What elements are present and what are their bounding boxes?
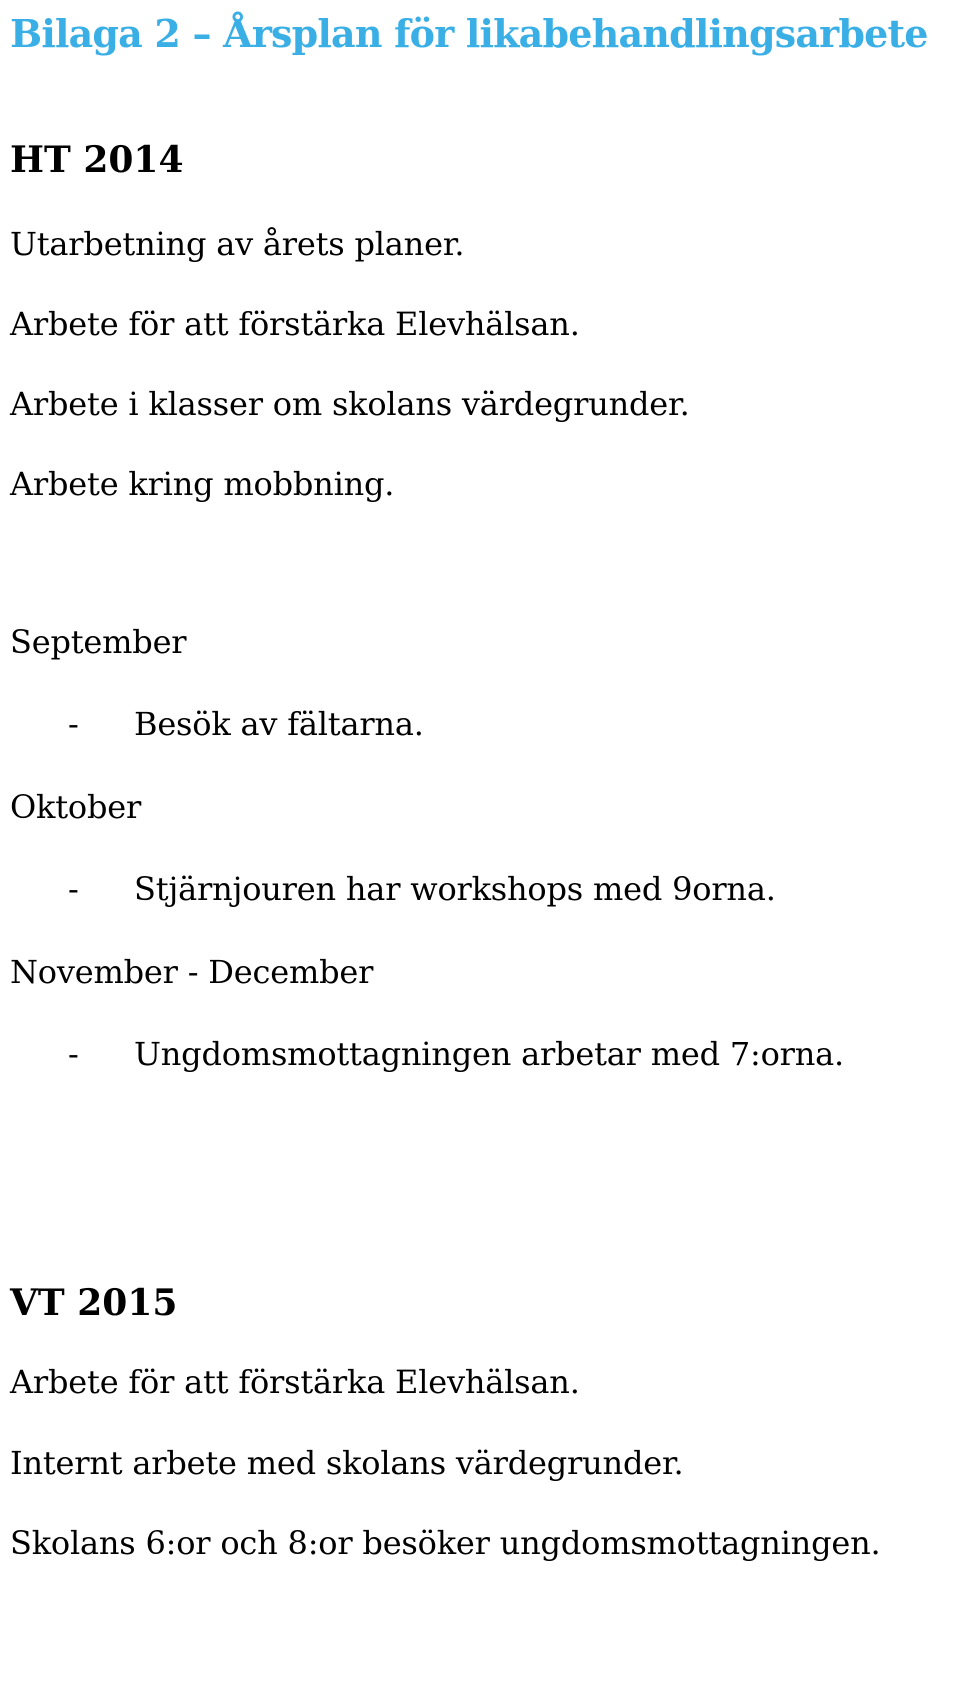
- month-item-september: Besök av fältarna.: [134, 705, 424, 743]
- month-item-november-december: Ungdomsmottagningen arbetar med 7:orna.: [134, 1035, 845, 1073]
- month-label-november-december: November - December: [10, 953, 374, 991]
- section-heading-ht: HT 2014: [10, 139, 184, 181]
- ht-line: Utarbetning av årets planer.: [10, 225, 465, 263]
- ht-line: Arbete för att förstärka Elevhälsan.: [10, 305, 580, 343]
- ht-line: Arbete i klasser om skolans värdegrunder.: [10, 385, 690, 423]
- list-dash: -: [68, 705, 79, 743]
- section-heading-vt: VT 2015: [10, 1282, 178, 1324]
- vt-line: Arbete för att förstärka Elevhälsan.: [10, 1363, 580, 1401]
- list-dash: -: [68, 870, 79, 908]
- month-label-oktober: Oktober: [10, 788, 142, 826]
- ht-line: Arbete kring mobbning.: [10, 465, 395, 503]
- document-title: Bilaga 2 – Årsplan för likabehandlingsarbete: [10, 11, 928, 56]
- vt-line: Internt arbete med skolans värdegrunder.: [10, 1444, 684, 1482]
- vt-line: Skolans 6:or och 8:or besöker ungdomsmottagningen.: [10, 1524, 881, 1562]
- list-dash: -: [68, 1035, 79, 1073]
- month-label-september: September: [10, 623, 187, 661]
- month-item-oktober: Stjärnjouren har workshops med 9orna.: [134, 870, 776, 908]
